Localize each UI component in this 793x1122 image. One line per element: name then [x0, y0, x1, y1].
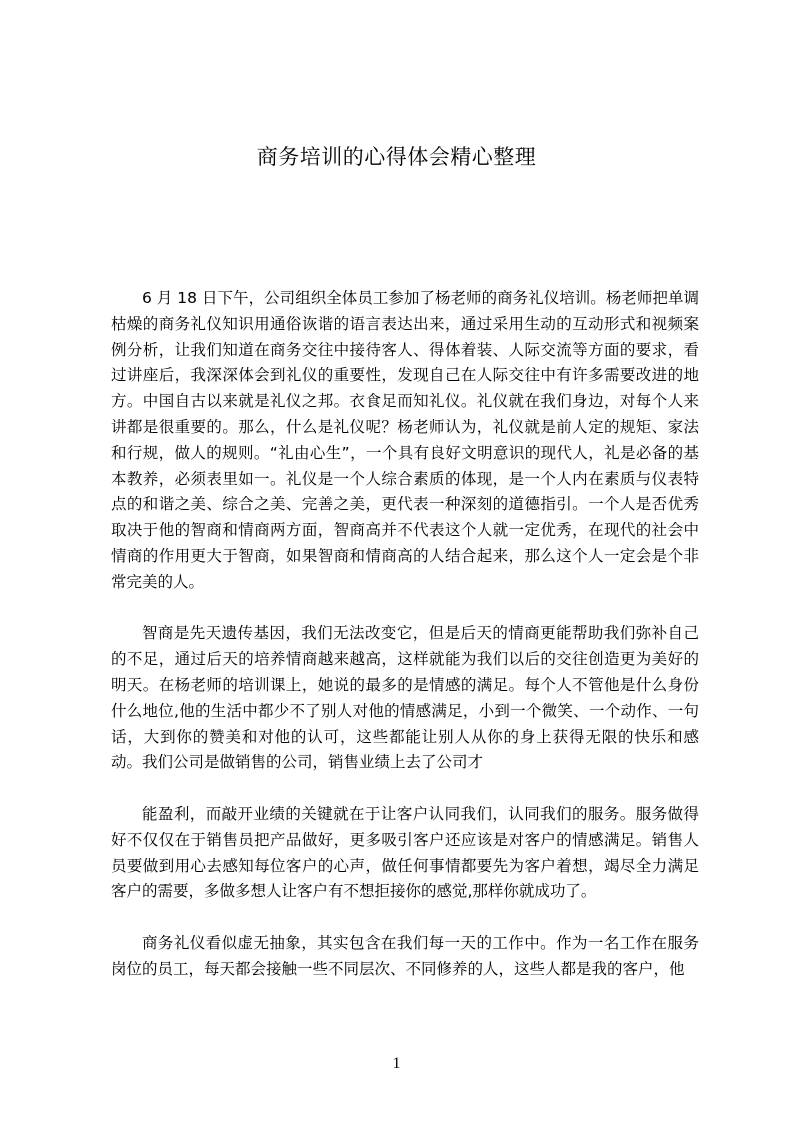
- paragraph: 6 月 18 日下午，公司组织全体员工参加了杨老师的商务礼仪培训。杨老师把单调枯燥的商务礼仪知识用通俗诙谐的语言表达出来，通过采用生动的互动形式和视频案例分析，让我们知道在商务交往中接待客人、得体着装、人际交流等方面的要求，看过讲座后，我深深体会到礼仪的重要性，发现自己在人际交往中有许多需要改进的地方。中国自古以来就是礼仪之邦。衣食足而知礼仪。礼仪就在我们身边，对每个人来讲都是很重要的。那么，什么是礼仪呢？杨老师认为，礼仪就是前人定的规矩、家法和行规，做人的规则。“礼由心生”，一个具有良好文明意识的现代人，礼是必备的基本教养，必须表里如一。礼仪是一个人综合素质的体现，是一个人内在素质与仪表特点的和谐之美、综合之美、完善之美，更代表一种深刻的道德指引。一个人是否优秀取决于他的智商和情商两方面，智商高并不代表这个人就一定优秀，在现代的社会中情商的作用更大于智商，如果智商和情商高的人结合起来，那么这个人一定会是个非常完美的人。: [111, 289, 699, 591]
- document-title: 商务培训的心得体会精心整理: [256, 145, 537, 169]
- paragraph: 智商是先天遗传基因，我们无法改变它，但是后天的情商更能帮助我们弥补自己的不足，通过后天的培养情商越来越高，这样就能为我们以后的交往创造更为美好的明天。在杨老师的培训课上，她说的最多的是情感的满足。每个人不管他是什么身份什么地位,他的生活中都少不了别人对他的情感满足，小到一个微笑、一个动作、一句话，大到你的赞美和对他的认可，这些都能让别人从你的身上获得无限的快乐和感动。我们公司是做销售的公司，销售业绩上去了公司才: [111, 624, 699, 772]
- page-number: 1: [392, 1055, 401, 1072]
- paragraph: 商务礼仪看似虚无抽象，其实包含在我们每一天的工作中。作为一名工作在服务岗位的员工，每天都会接触一些不同层次、不同修养的人，这些人都是我的客户，他: [111, 933, 699, 978]
- paragraph: 能盈利，而敲开业绩的关键就在于让客户认同我们，认同我们的服务。服务做得好不仅仅在于销售员把产品做好，更多吸引客户还应该是对客户的情感满足。销售人员要做到用心去感知每位客户的心声，做任何事情都要先为客户着想，竭尽全力满足客户的需要，多做多想人让客户有不想拒接你的感觉,那样你就成功了。: [111, 804, 699, 901]
- document-body: [111, 286, 699, 983]
